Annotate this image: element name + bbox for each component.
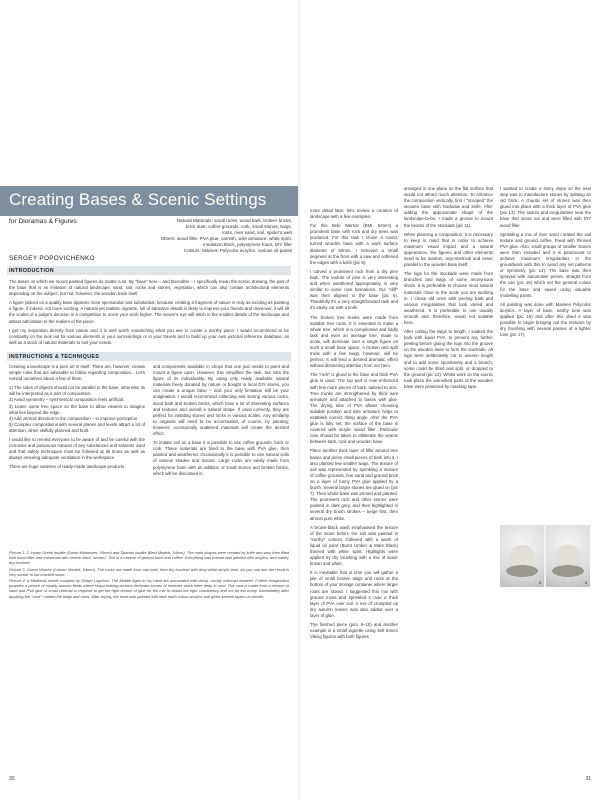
article-title: Creating Bases & Scenic Settings — [9, 190, 267, 209]
paragraph: The finished piece (pics 8–10) and another example is a small vignette using Sell 54mm Viking figures with both figures — [310, 622, 398, 640]
blank-top-area — [0, 0, 300, 180]
materials-line: brick dust, coffee grounds, cork, small stones, twigs, — [185, 224, 292, 229]
materials-line: Natural Materials: small rocks, wood bark, broken bricks, — [176, 218, 292, 223]
rule-item: 5) Complex compositions with several planes and levels attract a lot of attention, when skilfully planned and built. — [9, 421, 145, 433]
article-subtitle: for Dioramas & Figures — [9, 218, 77, 225]
section-title: INTRODUCTION — [9, 267, 54, 274]
materials-line: Colours: Maimeri Polycolor acrylics, various oil paints — [183, 248, 292, 253]
section-header-instructions — [7, 352, 291, 361]
caption: Picture 1, 2. Hoary Greek hoplite (Sartor Miniatures, 54mm) and Spartan hoplite (Best Models, 54mm). The main shapes were created by knife and saw, then filled with wood filler and enhanced with broken brick "stones". Soil is a mixture of ground brick and coffee. Everything was primed and painted with acrylics, and mainly dry brushed. — [9, 550, 289, 566]
right-column-2 — [404, 186, 493, 393]
paragraph: I wanted to create a stony slope so the next step was to manufacture stones by splitting an old brick. A chaotic set of stones was then glued into place with a thick layer of PVA glue (pic 13). The seams and irregularities near the base that stood out and were filled with DIY wood filler. — [500, 186, 591, 228]
photo-base-5 — [500, 525, 544, 587]
materials-line: Others: wood filler, PVA glue, varnish, wire armature, white spirit, — [160, 236, 292, 241]
paragraph: and components available in shops that one just needs to paint and mount a figure upon. However, this simplifies the task, but robs the figure of its individuality. By using only ready available natural materials freely donated by nature or bought in local DIY stores, you can create a unique base – and your only limitation will be your imagination. I would recommend collecting and storing various rocks, wood bark and broken bricks, which have a lot of interesting surfaces and textures and overall a natural shape. If used correctly, they are perfect for imitating stones and rocks in various scales. Any similarity to originals will need to be accentuated, of course, by painting; however, occasionally unaltered materials will create the desired effect. — [153, 364, 289, 437]
instructions-column-2 — [153, 364, 289, 480]
paragraph: Place another thick layer of filler around tree bases and press small pieces of bark into it. I also planted few smaller twigs. The texture of soil was represented by sprinkling a mixture of coffee grounds, fine sand and ground brick on a layer of runny PVA glue applied by a brush. Several larger stones are glued on (pic 7). Then whole base was primed and painted. The prominent rock and other stones were painted in dark grey, and then highlighted in several dry brush strokes – beige first, then almost pure white. — [310, 448, 398, 521]
rule-item: 4) Add vertical direction to the composition – to improve perception. — [9, 415, 139, 421]
caption: Picture 3. Saxon Warrior (Latorre Models, 54mm). The rocks are made from oak bark, then dry brushed with drop white acrylic tone. As you can see the result is very similar to old cracked stone. — [9, 566, 289, 577]
paragraph: A figure placed on a quality base appears more spectacular and substantial, because creating a fragment of nature is truly as exciting as painting a figure, if indeed, not more exciting. A natural yet realistic vignette, full of attractive details is likely to impress your friends and moreover, it will tilt the scales of a judge's decision in a competition to score your work higher. The viewer's eye will relish in the smaller details of the landscape and attract admiration to the realism of the piece. — [9, 300, 289, 324]
base-top-shape — [552, 565, 584, 577]
photo-number: 5 — [538, 580, 541, 585]
paragraph: I get my inspiration directly from nature and it is well worth researching what you see to create a worthy piece. I would recommend to be constantly on the look out for various elements in your surroundings or in your travels and to build up your own pictorial reference database, as well as a stock of natural materials to suit your needs. — [9, 327, 289, 345]
paragraph: I would like to remind everyone to be aware of and be careful with the corrosive and poisonous natures of any substances and solvents used and that safety techniques must be followed at all times as well as always ensuring adequate ventilation in the workspace. — [9, 437, 145, 461]
paragraph: The logs for the stockade were made from branches and twigs of some anonymous shrub. It is preferable to choose most natural materials close to the scale you are working in. I chose old ones with peeling bark and various irregularities that look varied and weathered. It is preferable to use usually smooth and, therefore, would not suitable here. — [404, 271, 493, 325]
base-top-shape — [506, 565, 538, 577]
paragraph: Sprinkling a mix of river sand created the soil texture and ground coffee. Fixed with thinned PVA glue. Also, small groups of smaller stones were then included and it is paramount to achieve maximum irregularities in the groundwork with this to avoid any set patterns or symmetry (pic 14). The base was then sprayed with automobile primer, straight from the can (pic 15) which set the general colour for the base and saved using valuable modelling paints. — [500, 231, 591, 298]
paragraph: The broken tree trunks were made from suitable tree roots. It is essential to make a whole tree, which is a complicated and fiddly task and even an average tree, made to scale, will dominate over a single figure on such a small base space. A broken and split trunk with a few twigs, however, will be perfect. It will lend a desired dramatic effect without distracting attention from our hero. — [310, 314, 398, 369]
section-header-introduction — [7, 266, 291, 275]
paragraph: It is inevitable that in time you will gather a pile of small broken twigs and roots at the bottom of your storage container where larger roots are stored. I suggested this mix with ground moss and sprinkled it over a thick layer of PVA over soil. A mix of crumpled up dry autumn leaves was also added over a layer of glue. — [310, 570, 398, 618]
photo-number: 6 — [584, 580, 587, 585]
paragraph: There are huge varieties of ready-made landscape products — [9, 464, 125, 470]
title-band — [0, 186, 300, 216]
rule-item: 2) Avoid symmetry – symmetrical composition feels artificial. — [9, 397, 125, 403]
paragraph: For this Italic Warrior (EMI, 54mm) a prominent base with rock and dry trees was produced. For this task I chose a round, turned wooden base with a work surface diameter of 60mm. I removed a small segment at the front with a saw and softened the edges with a knife (pic 5). — [310, 223, 398, 265]
paragraph: When planning a composition, it is necessary to keep in mind that in order to achieve maximum visual impact and a natural appearance, the figures and other elements need to be random, asymmetrical and never parallel to the wooden base itself. — [404, 231, 493, 268]
instructions-column-1 — [9, 364, 145, 474]
paragraph: A brown-black wash emphasised the texture of the stone before the soil was painted in "earthy" colours, followed with a wash of liquid oil paint (Burnt Umber & Mars Black) thinned with white spirit. Highlights were applied by dry brushing with a mix of sand-brown and white. — [310, 524, 398, 567]
rule-item: 1) The sides of objects should not be parallel to the base, otherwise its will be interpreted as a part of composition. — [9, 385, 145, 397]
materials-line: insulation block, polystyrene foam, DIY filler — [203, 242, 292, 247]
photo-strip — [500, 525, 590, 587]
right-column-3 — [500, 186, 591, 341]
rule-item: 3) Leave some free space on the base to allow viewers to imagine what lies beyond the edge. — [9, 403, 145, 415]
materials-line: roots, river sand, soil, spider's web — [221, 230, 292, 235]
materials-list — [142, 218, 292, 254]
page-number-left: 30 — [9, 776, 15, 782]
paragraph: Creating a landscape is a pure art in itself. There are, however, certain simple rules that are advisable to follow regarding composition... Let's remind ourselves about a few of them. — [9, 364, 145, 382]
photo-base-6 — [546, 525, 590, 587]
picture-captions — [9, 550, 289, 600]
right-page — [300, 0, 600, 800]
paragraph: The "rock" is glued to the base and thick PVA glue is used. The top part is now enhanced with few more pieces of bark, tailored to size. Tree trunks are strengthened by thick wire armature and attached to bases with glue. The drying time of PVA allows choosing suitable position and wire armature helps to establish correct tilting angle. After the PVA glue is fully set, the surface of the base is covered with acrylic wood filler. Particular care should be taken to obliterate the seams between bark, rock and wooden base. — [310, 372, 398, 445]
section-title: INSTRUCTIONS & TECHNIQUES — [9, 353, 100, 360]
paragraph: arranged in one plane on the flat surface that would not attract much attention. To enhance the composition vertically, first I "scooped" the wooden base with hacksaw and knife. After adding the approximate shape of the landscape-to-be, I made a groove to mount the beams of the stockade (pic 11). — [404, 186, 493, 228]
caption: Picture 4. A Medieval archer sculpted by Sergei Logvinov. The Middle Ages to my mind are associated with damp, cloudy overcast weather. Further imagination provides a picture of muddy autumn fields where sharp-looking archers decimate scores of enemies stuck knee deep in mud. The mud is made from a mixture of sand and PVA glue. A small contrast is required to get the right texture of glue for the mix to obtain the right consistency and not be too runny. Immediately after applying the "mud" I added the twigs and roots. After drying, the base was painted with dark earth colour acrylics and given several layers of varnish. — [9, 578, 289, 599]
right-column-1 — [310, 208, 398, 643]
paragraph: The bases on which we mount painted figures do matter a lot. By "base" here – and thereafter – I specifically mean the scenic drawing, the part of the base that is an imitation of natural landscape, sand, soil, rocks and stones, vegetation, which can also contain architectural elements depending on the subject, but not, however, the wooden base itself. — [9, 279, 289, 297]
paragraph: I carved a prominent rock from a dry pine bark. The texture of pine is very interesting and when weathered appropriately, is very similar to some rock formations. Our "cliff" was then aligned to the base (pic 6). Thankfully it's a very straightforward task and it's easily cut with a knife. — [310, 268, 398, 311]
paragraph: After cutting the twigs to length, I soaked the bark with liquid PVA, to prevent any further peeling before gluing the logs into the groove on the wooden base to form the stockade. All logs were deliberately cut to uneven length and to add some spontaneity and a breach, some could be tilted and split, or dropped to the ground (pic 12). Whilst work on the scenic took place the varnished parts of the wooden base were protected by masking tape. — [404, 329, 493, 389]
author-name: SERGEY POPOVICHENKO — [9, 255, 95, 262]
paragraph: To imitate soil on a base it is possible to use coffee grounds, brick or cork. These materials are fixed to the base with PVA glue, then painted and weathered. Occasionally it is possible to use natural soils of various shades and texture. Large rocks are easily made from polystyrene foam with an addition of small stones and broken bricks, which will be discussed in — [153, 440, 289, 476]
intro-text — [9, 279, 289, 349]
paragraph: more detail later, let's review a creation of landscape with a few examples. — [310, 208, 398, 220]
page-number-right: 31 — [585, 776, 591, 782]
paragraph: All painting was done with Maimeri Polycolor acrylics. A layer of base, earthy tone was applied (pic 16) and after this dried it was possible to begin bringing out the textures by dry brushing with several passes of a lighter tone (pic 17). — [500, 301, 591, 338]
